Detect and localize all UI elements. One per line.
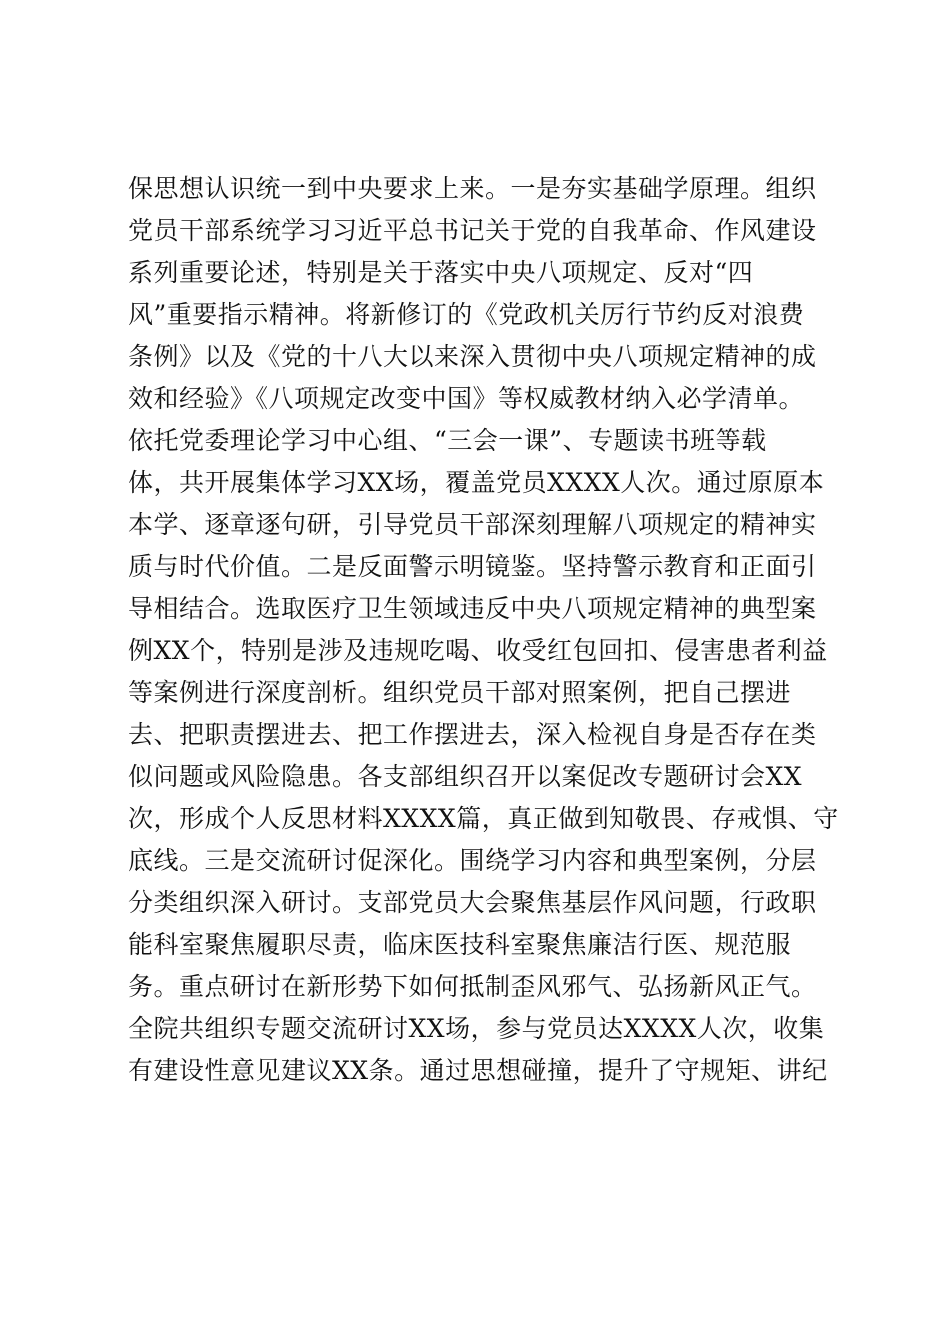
text-line: 依托党委理论学习中心组、“三会一课”、专题读书班等载 bbox=[128, 426, 767, 455]
text-line: 去、把职责摆进去、把工作摆进去，深入检视自身是否存在类 bbox=[128, 720, 817, 749]
text-line: 务。重点研讨在新形势下如何抵制歪风邪气、弘扬新风正气。 bbox=[128, 972, 817, 1001]
text-line: 本学、逐章逐句研，引导党员干部深刻理解八项规定的精神实 bbox=[128, 510, 817, 539]
text-line: 底线。三是交流研讨促深化。围绕学习内容和典型案例，分层 bbox=[128, 846, 817, 875]
text-line: 效和经验》《八项规定改变中国》等权威教材纳入必学清单。 bbox=[128, 384, 805, 413]
text-line: 能科室聚焦履职尽责，临床医技科室聚焦廉洁行医、规范服 bbox=[128, 930, 792, 959]
text-line: 分类组织深入研讨。支部党员大会聚焦基层作风问题，行政职 bbox=[128, 888, 817, 917]
text-line: 保思想认识统一到中央要求上来。一是夯实基础学原理。组织 bbox=[128, 174, 817, 203]
text-line: 质与时代价值。二是反面警示明镜鉴。坚持警示教育和正面引 bbox=[128, 552, 817, 581]
text-line: 等案例进行深度剖析。组织党员干部对照案例，把自己摆进 bbox=[128, 678, 792, 707]
text-line: 有建设性意见建议XX条。通过思想碰撞，提升了守规矩、讲纪 bbox=[128, 1056, 828, 1085]
text-line: 次，形成个人反思材料XXXX篇，真正做到知敬畏、存戒惧、守 bbox=[128, 804, 839, 833]
text-line: 党员干部系统学习习近平总书记关于党的自我革命、作风建设 bbox=[128, 216, 817, 245]
text-line: 体，共开展集体学习XX场，覆盖党员XXXX人次。通过原原本 bbox=[128, 468, 825, 497]
text-line: 全院共组织专题交流研讨XX场，参与党员达XXXX人次，收集 bbox=[128, 1014, 825, 1043]
body-paragraph bbox=[128, 168, 839, 1092]
text-line: 例XX个，特别是涉及违规吃喝、收受红包回扣、侵害患者利益 bbox=[128, 636, 828, 665]
text-line: 似问题或风险隐患。各支部组织召开以案促改专题研讨会XX bbox=[128, 762, 803, 791]
text-line: 条例》以及《党的十八大以来深入贯彻中央八项规定精神的成 bbox=[128, 342, 817, 371]
text-line: 导相结合。选取医疗卫生领域违反中央八项规定精神的典型案 bbox=[128, 594, 817, 623]
text-line: 风”重要指示精神。将新修订的《党政机关厉行节约反对浪费 bbox=[128, 300, 805, 329]
text-line: 系列重要论述，特别是关于落实中央八项规定、反对“四 bbox=[128, 258, 754, 287]
